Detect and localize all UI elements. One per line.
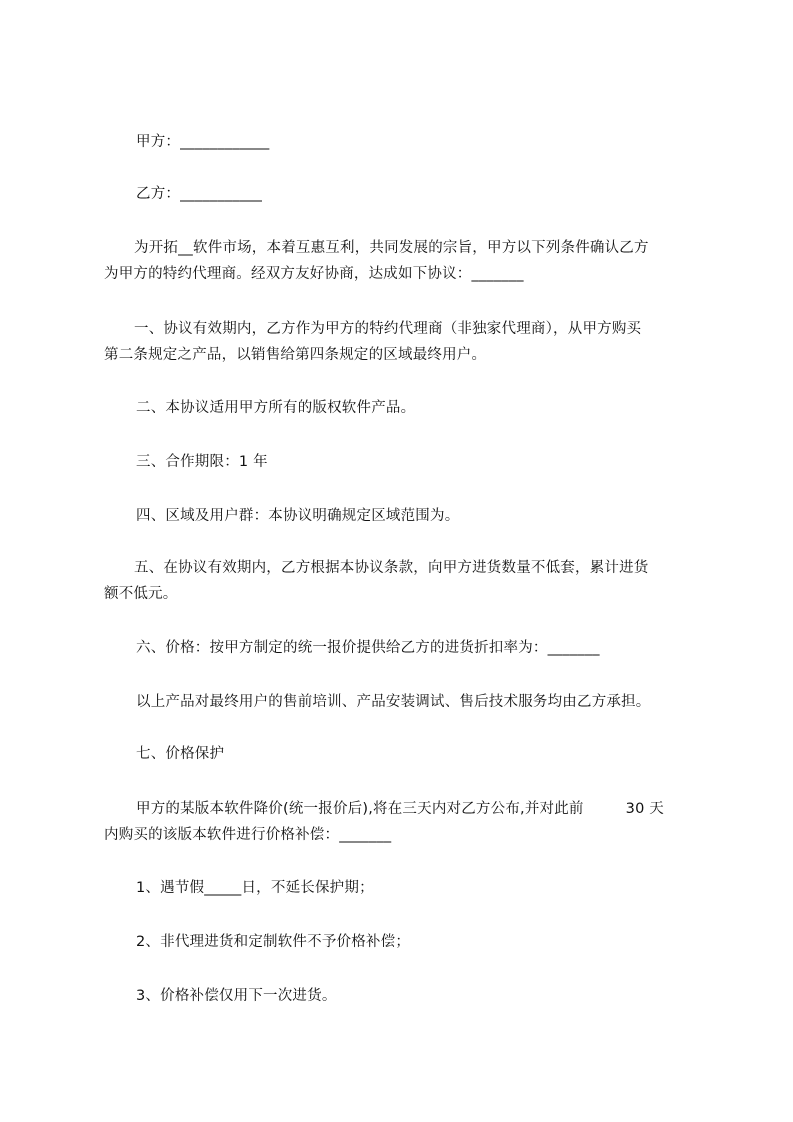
party-b-line: 乙方：___________ bbox=[136, 186, 263, 202]
clause-4: 四、区域及用户群：本协议明确规定区域范围为。 bbox=[136, 508, 460, 524]
price-protection-days: 30 天 bbox=[625, 801, 665, 817]
list-item-3: 3、价格补偿仅用下一次进货。 bbox=[136, 988, 337, 1004]
clause-5-line-2: 额不低元。 bbox=[104, 586, 178, 602]
clause-1-line-2: 第二条规定之产品，以销售给第四条规定的区域最终用户。 bbox=[104, 347, 487, 363]
clause-2: 二、本协议适用甲方所有的版权软件产品。 bbox=[136, 400, 416, 416]
intro-line-1: 为开拓__软件市场，本着互惠互利，共同发展的宗旨，甲方以下列条件确认乙方 bbox=[134, 240, 649, 256]
party-a-line: 甲方：____________ bbox=[136, 134, 270, 150]
intro-line-2: 为甲方的特约代理商。经双方友好协商，达成如下协议：_______ bbox=[104, 266, 524, 282]
clause-5-line-1: 五、在协议有效期内，乙方根据本协议条款，向甲方进货数量不低套，累计进货 bbox=[134, 560, 649, 576]
clause-6: 六、价格：按甲方制定的统一报价提供给乙方的进货折扣率为：_______ bbox=[136, 640, 600, 656]
clause-3: 三、合作期限：1 年 bbox=[136, 454, 268, 470]
clause-7-title: 七、价格保护 bbox=[136, 746, 225, 762]
list-item-1: 1、遇节假_____日，不延长保护期； bbox=[136, 880, 374, 896]
price-protection-line-2: 内购买的该版本软件进行价格补偿：_______ bbox=[104, 827, 392, 843]
price-protection-line-1 bbox=[104, 798, 736, 820]
price-protection-text: 甲方的某版本软件降价(统一报价后),将在三天内对乙方公布,并对此前 bbox=[136, 801, 584, 817]
clause-1-line-1: 一、协议有效期内，乙方作为甲方的特约代理商（非独家代理商），从甲方购买 bbox=[134, 321, 642, 337]
service-note: 以上产品对最终用户的售前培训、产品安装调试、售后技术服务均由乙方承担。 bbox=[136, 694, 651, 710]
list-item-2: 2、非代理进货和定制软件不予价格补偿； bbox=[136, 934, 411, 950]
